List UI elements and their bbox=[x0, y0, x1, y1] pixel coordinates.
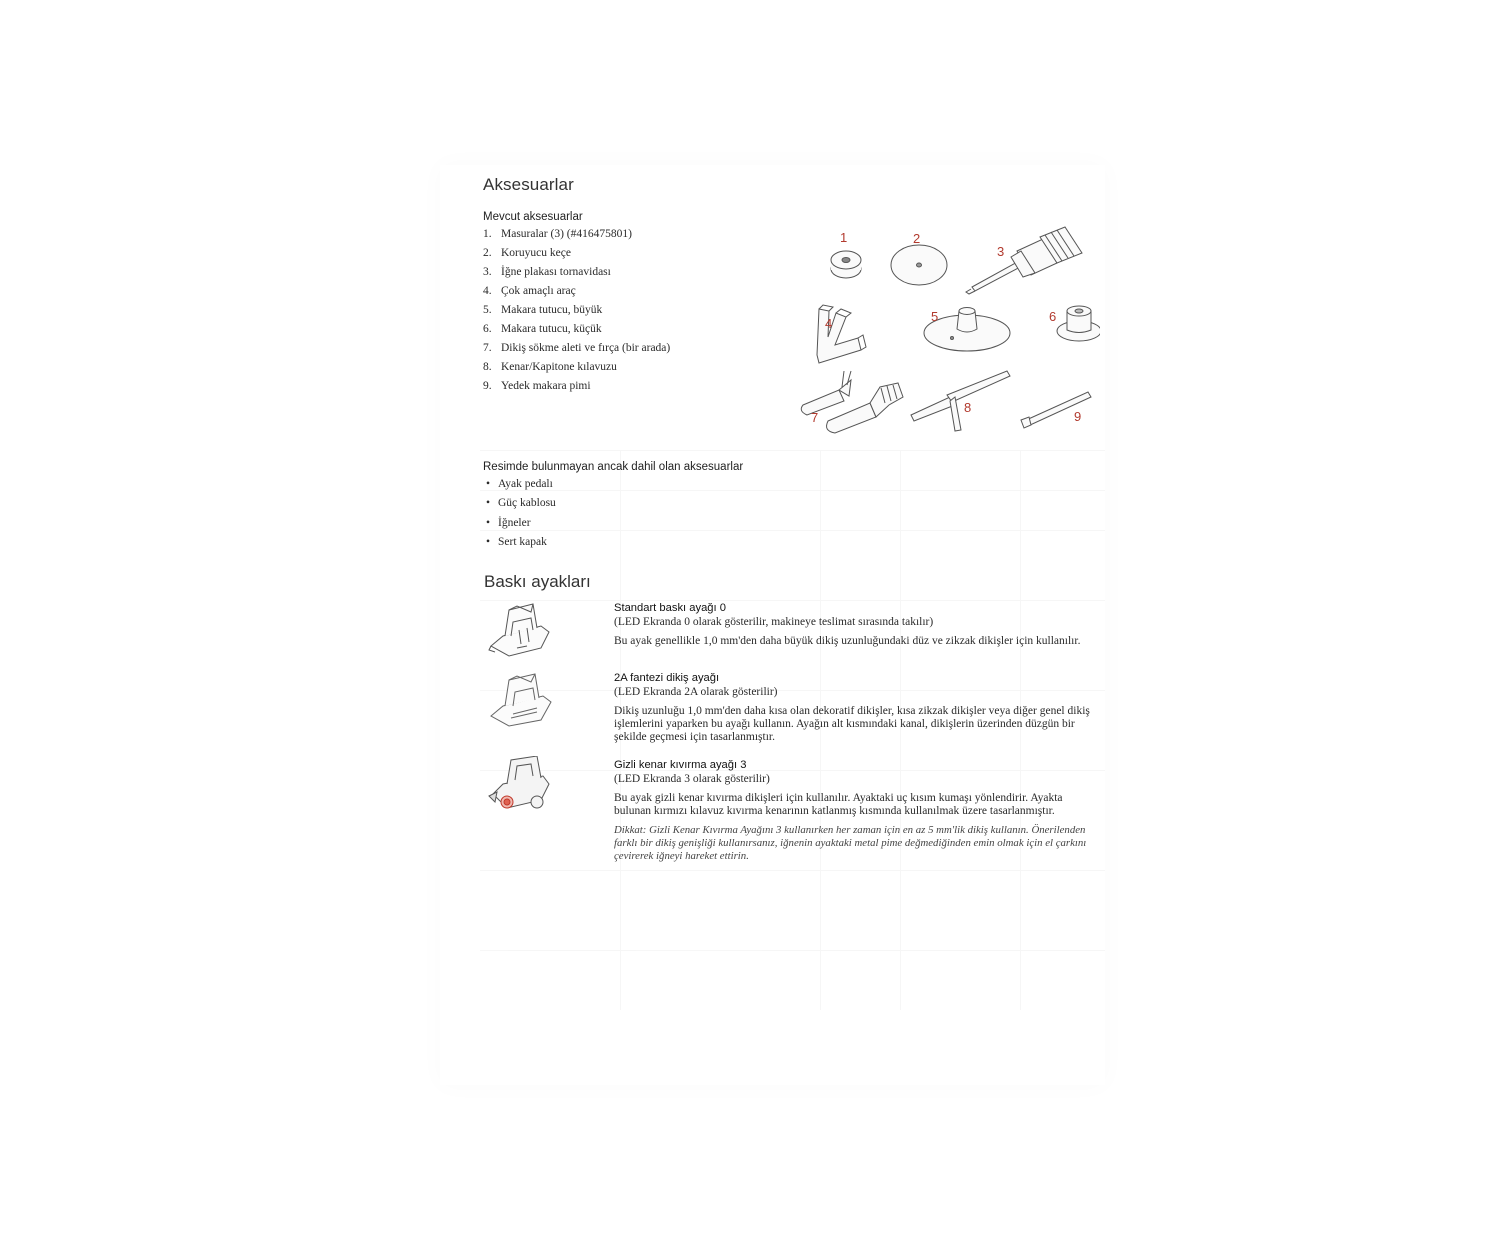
available-accessories-heading: Mevcut aksesuarlar bbox=[483, 211, 583, 223]
accessory-list bbox=[483, 227, 670, 398]
figure-label-7: 7 bbox=[811, 410, 819, 425]
foot-caution-note: Dikkat: Gizli Kenar Kıvırma Ayağını 3 kullanırken her zaman için en az 5 mm'lik dikiş kullanın. Önerilenden farklı bir dikiş genişliği kullanırsanız, iğnenin ayaktaki metal pime değmediğinden emin olmak için el çarkını çevirerek iğneyi hareket ettirin. bbox=[614, 824, 1087, 862]
foot-subtitle: (LED Ekranda 3 olarak gösterilir) bbox=[614, 773, 770, 785]
fancy-stitch-foot-block bbox=[614, 672, 1099, 744]
standard-foot-image bbox=[487, 600, 555, 664]
figure-label-6: 6 bbox=[1049, 309, 1057, 324]
satin-foot-image bbox=[487, 672, 555, 736]
foot-title: Gizli kenar kıvırma ayağı 3 bbox=[614, 759, 747, 771]
blindhem-foot-image bbox=[487, 756, 555, 820]
felt-drawing bbox=[891, 245, 947, 285]
list-item: 7. Dikiş sökme aleti ve fırça (bir arada) bbox=[483, 342, 671, 354]
accessories-illustration bbox=[795, 225, 1100, 435]
foot-description: Bu ayak genellikle 1,0 mm'den daha büyük dikiş uzunluğundaki düz ve zikzak dikişler için kullanılır. bbox=[614, 635, 1081, 647]
figure-label-5: 5 bbox=[931, 309, 939, 324]
figure-label-2: 2 bbox=[913, 231, 921, 246]
figure-label-8: 8 bbox=[964, 400, 972, 415]
list-item: 6. Makara tutucu, küçük bbox=[483, 323, 602, 335]
figure-label-3: 3 bbox=[997, 244, 1005, 259]
not-pictured-heading: Resimde bulunmayan ancak dahil olan aksesuarlar bbox=[483, 461, 744, 473]
list-item: 8. Kenar/Kapitone kılavuzu bbox=[483, 361, 617, 373]
multipurpose-tool-drawing bbox=[817, 305, 866, 363]
foot-subtitle: (LED Ekranda 2A olarak gösterilir) bbox=[614, 686, 778, 698]
quilting-guide-drawing bbox=[911, 371, 1010, 431]
list-item: • Sert kapak bbox=[486, 535, 556, 554]
list-item: • İğneler bbox=[486, 516, 556, 535]
foot-description: Bu ayak gizli kenar kıvırma dikişleri için kullanılır. Ayaktaki uç kısım kumaşı yönlendirir. Ayakta bulunan kırmızı kılavuz kıvırma kenarının katlanmış kısmında kullanılmak üzere tasarlanmıştır. bbox=[614, 792, 1063, 817]
figure-label-9: 9 bbox=[1074, 409, 1082, 424]
small-spool-cap-drawing bbox=[1057, 306, 1100, 341]
foot-title: 2A fantezi dikiş ayağı bbox=[614, 672, 720, 684]
not-pictured-list bbox=[486, 477, 556, 554]
figure-label-4: 4 bbox=[825, 316, 833, 331]
blindhem-foot-block bbox=[614, 759, 1099, 863]
list-item: • Ayak pedalı bbox=[486, 477, 556, 496]
list-item: 3. İğne plakası tornavidası bbox=[483, 266, 611, 278]
standard-foot-block bbox=[614, 602, 1099, 648]
foot-title: Standart baskı ayağı 0 bbox=[614, 602, 726, 614]
list-item: 4. Çok amaçlı araç bbox=[483, 285, 576, 297]
list-item: • Güç kablosu bbox=[486, 496, 556, 515]
foot-subtitle: (LED Ekranda 0 olarak gösterilir, makineye teslimat sırasında takılır) bbox=[614, 616, 934, 628]
screwdriver-drawing bbox=[966, 227, 1082, 294]
list-item: 1. Masuralar (3) (#416475801) bbox=[483, 228, 632, 240]
list-item: 9. Yedek makara pimi bbox=[483, 380, 591, 392]
foot-description: Dikiş uzunluğu 1,0 mm'den daha kısa olan dekoratif dikişler, kısa zikzak dikişler veya diğer genel dikiş işlemlerini yaparken bu ayağı kullanın. Ayağın alt kısmındaki kanal, dikişlerin üzerinden düzgün bir şekilde geçmesi için tasarlanmıştır. bbox=[614, 705, 1090, 743]
list-item: 2. Koruyucu keçe bbox=[483, 247, 571, 259]
presser-feet-title: Baskı ayakları bbox=[484, 572, 591, 591]
list-item: 5. Makara tutucu, büyük bbox=[483, 304, 603, 316]
bobbin-drawing bbox=[831, 251, 861, 278]
figure-label-1: 1 bbox=[840, 230, 848, 245]
accessories-title: Aksesuarlar bbox=[483, 175, 574, 194]
